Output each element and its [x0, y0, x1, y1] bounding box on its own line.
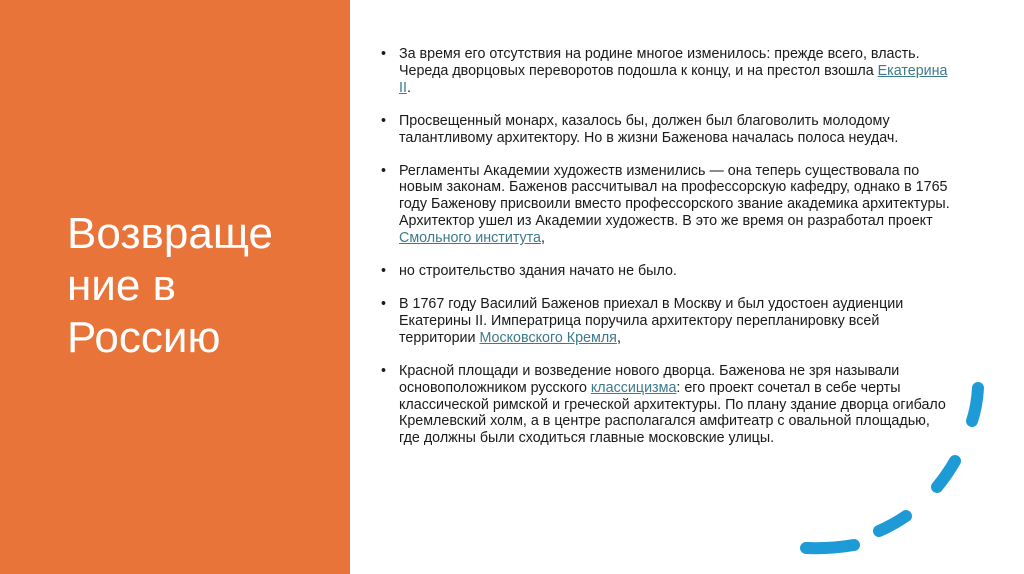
bullet-icon: • [381, 263, 387, 280]
bullet-icon: • [381, 46, 387, 62]
bullet-icon: • [381, 295, 387, 312]
bullet-text: Красной площади и возведение нового дворца. Баженова не зря называли основоположником русского [399, 362, 900, 396]
hyperlink[interactable]: классицизма [590, 379, 677, 396]
hyperlink[interactable]: Смольного института [399, 230, 542, 247]
bullet-text: Регламенты Академии художеств изменились — она теперь существовала по новым законам. Баженов рассчитывал на профессорскую кафедру, однако в 1765 году Баженову присвоили вместо профессорского звание академика архитектуры. Архитектор ушел из Академии художеств. В это же время он разработал проект [399, 162, 950, 230]
bullet-icon: • [381, 112, 387, 129]
bullet-text-tail: . [406, 79, 411, 96]
title-line: Россию [67, 313, 221, 362]
title-line: Возвраще [67, 209, 273, 258]
arc-dash [972, 388, 978, 421]
arc-dash [879, 516, 906, 531]
arc-dash [806, 545, 854, 548]
bullet-text: Просвещенный монарх, казалось бы, должен был благоволить молодому талантливому архитектору. Но в жизни Баженова началась полоса неудач. [399, 112, 899, 146]
bullet-icon: • [381, 162, 387, 179]
arc-dash [937, 461, 955, 487]
bullet-text: но строительство здания начато не было. [399, 263, 677, 280]
bullet-text: За время его отсутствия на родине многое изменилось: прежде всего, власть. Череда дворцовых переворотов подошла к концу, и на престол взошла [399, 46, 920, 79]
hyperlink[interactable]: Московского Кремля [479, 329, 617, 346]
bullet-text: В 1767 году Василий Баженов приехал в Москву и был удостоен аудиенции Екатерины II. Императрица поручила архитектору перепланировку всей территории [399, 295, 904, 346]
bullet-text-tail: : его проект сочетал в себе черты классической римской и греческой архитектуры. По плану здание дворца огибало Кремлевский холм, а в центре располагался амфитеатр с овальной площадью, где должны были сходиться главные московские улицы. [399, 379, 946, 447]
bullet-icon: • [381, 362, 387, 379]
bullet-text-tail: , [616, 329, 621, 346]
title-line: ние в [67, 261, 176, 310]
hyperlink[interactable]: Екатерина II [399, 62, 948, 96]
bullet-text-tail: , [541, 230, 545, 247]
